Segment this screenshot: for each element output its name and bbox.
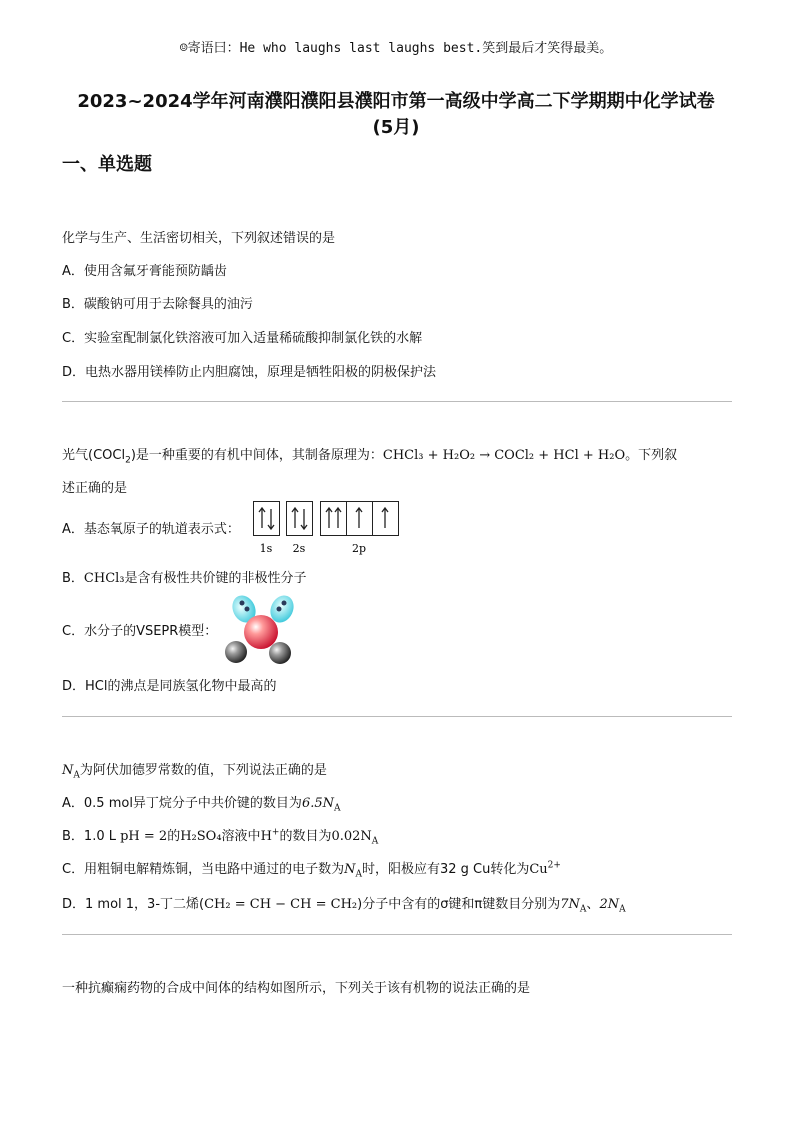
q1-option-c: C．实验室配制氯化铁溶液可加入适量稀硫酸抑制氯化铁的水解: [62, 331, 423, 346]
reaction-equation: CHCl₃ + H₂O₂ → COCl₂ + HCl + H₂O: [382, 448, 626, 463]
orbital-label-2p: 2p: [351, 542, 367, 555]
motto-header: ☺寄语曰：He who laughs last laughs best.笑到最后才笑得最美。: [179, 41, 613, 56]
q2-option-c: C．水分子的VSEPR模型：: [62, 624, 218, 639]
q2-option-a: A．基态氧原子的轨道表示式：: [62, 522, 240, 537]
divider: [62, 934, 732, 935]
q3-option-d: D．1 mol 1，3-丁二烯(CH₂ = CH − CH = CH₂)分子中含有的σ键和π键数目分别为$7N_A$、$2N_A$: [62, 897, 626, 915]
q1-option-b: B．碳酸钠可用于去除餐具的油污: [62, 297, 253, 312]
q3-stem: $N_A$为阿伏加德罗常数的值，下列说法正确的是: [62, 763, 327, 781]
q1-option-a: A．使用含氟牙膏能预防龋齿: [62, 264, 227, 279]
title-line-2: (5月): [372, 117, 420, 138]
q2-stem: 光气(COCl$_2$)是一种重要的有机中间体，其制备原理为：CHCl₃ + H₂O₂ → COCl₂ + HCl + H₂O。下列叙: [62, 448, 678, 466]
title-line-1: 2023~2024学年河南濮阳濮阳县濮阳市第一高级中学高二下学期期中化学试卷: [77, 91, 715, 112]
q3-option-a: A．0.5 mol异丁烷分子中共价键的数目为$6.5N_A$: [62, 796, 341, 814]
q1-stem: 化学与生产、生活密切相关，下列叙述错误的是: [62, 231, 336, 246]
q3-option-c: C．用粗铜电解精炼铜，当电路中通过的电子数为$N_A$时，阳极应有32 g Cu转化为$Cu^{2+}$: [62, 860, 561, 880]
divider: [62, 401, 732, 402]
q1-option-d: D．电热水器用镁棒防止内胆腐蚀，原理是牺牲阳极的阴极保护法: [62, 365, 437, 380]
orbital-diagram: [253, 501, 403, 557]
q4-stem: 一种抗癫痫药物的合成中间体的结构如图所示，下列关于该有机物的说法正确的是: [62, 981, 531, 996]
orbital-label-1s: 1s: [259, 542, 273, 555]
q2-option-b: B．CHCl₃是含有极性共价键的非极性分子: [62, 571, 307, 586]
q2-stem-line2: 述正确的是: [62, 481, 128, 496]
page-title: [40, 89, 752, 141]
section-title: 一、单选题: [62, 154, 152, 175]
orbital-label-2s: 2s: [292, 542, 306, 555]
q2-option-d: D．HCl的沸点是同族氢化物中最高的: [62, 679, 277, 694]
vsepr-model-image: [218, 592, 308, 672]
q3-option-b: B．1.0 L pH = 2的H₂SO₄溶液中H+的数目为$0.02N_A$: [62, 827, 379, 847]
divider: [62, 716, 732, 717]
